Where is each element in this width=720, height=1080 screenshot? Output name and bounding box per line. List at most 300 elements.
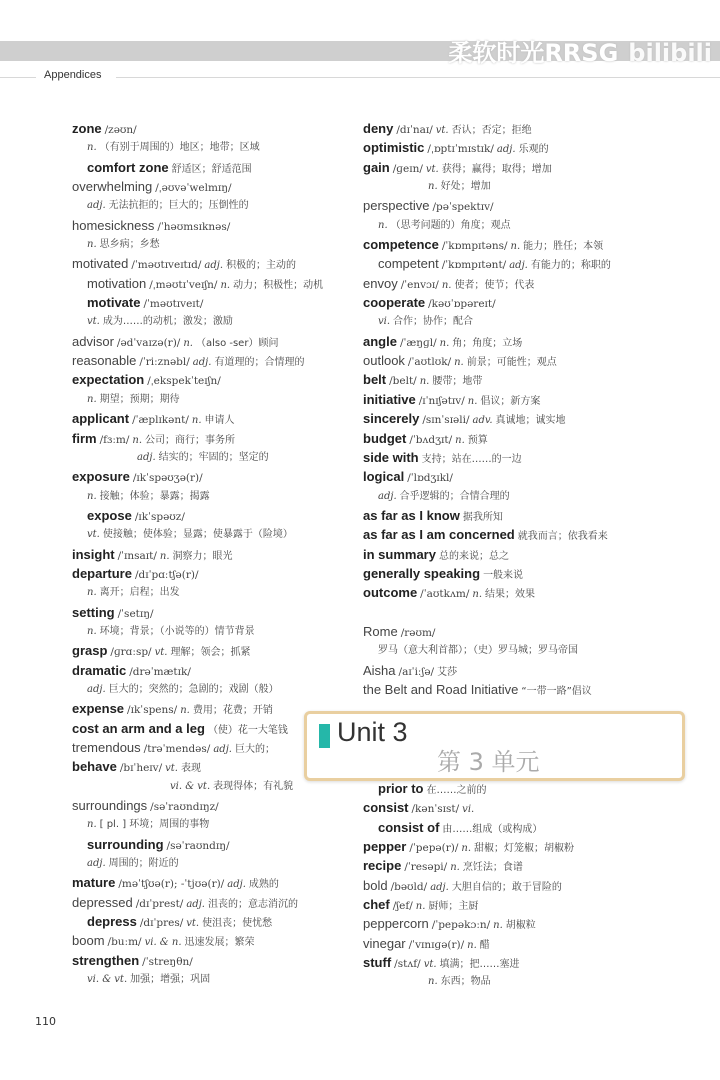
phonetic: /ˈvɪnɪɡə(r)/	[408, 938, 465, 951]
phonetic: /ˈaʊtkʌm/	[420, 588, 470, 601]
glossary-entry	[72, 893, 372, 912]
definition-line	[72, 390, 372, 409]
phonetic: /pəˈspektɪv/	[432, 201, 494, 214]
headword: comfort zone	[87, 159, 169, 175]
headword: expense	[72, 701, 125, 717]
glossary-entry	[72, 370, 372, 389]
glossary-entry	[72, 409, 372, 428]
glossary-entry	[72, 506, 372, 525]
definition-text: 艾莎	[437, 666, 458, 678]
phonetic: /ɡeɪn/	[392, 162, 423, 175]
definition-text: 大胆自信的；敢于冒险的	[451, 881, 562, 893]
glossary-entry	[72, 254, 372, 273]
glossary-entry	[363, 564, 663, 583]
headword: surroundings	[72, 798, 148, 814]
part-of-speech: adj.	[213, 744, 232, 755]
phonetic: /ˌɒptɪˈmɪstɪk/	[427, 143, 494, 156]
definition-line	[72, 583, 372, 602]
definition-text: 能力；胜任；本领	[523, 241, 604, 253]
part-of-speech: vt.	[154, 647, 168, 659]
phonetic: /ˈriːznəbl/	[139, 356, 190, 369]
part-of-speech: n.	[467, 395, 478, 407]
part-of-speech: adj.	[192, 357, 212, 369]
definition-text: 巨大的；	[234, 744, 275, 755]
phonetic: /bɪˈheɪv/	[119, 762, 163, 775]
part-of-speech: vi.	[462, 804, 475, 816]
headword: outcome	[363, 585, 418, 601]
headword: expose	[87, 507, 132, 523]
headword: boom	[72, 933, 105, 949]
phonetic: /səˈraʊndɪŋz/	[150, 801, 219, 814]
headword: consist of	[378, 819, 440, 835]
glossary-entry	[72, 796, 372, 815]
definition-line	[72, 815, 372, 834]
definition-line	[72, 622, 372, 641]
headword: tremendous	[72, 740, 141, 755]
page-number: 110	[35, 1015, 56, 1028]
phonetic: /kənˈsɪst/	[411, 803, 460, 816]
headword: outlook	[363, 353, 405, 369]
phonetic: /dɪˈpres/	[139, 917, 184, 930]
glossary-entry	[72, 216, 372, 235]
phonetic: /kəʊˈɒpəreɪt/	[428, 298, 496, 311]
glossary-entry	[72, 429, 372, 448]
definition-text: 环境；背景；（小说等的）情节背景	[99, 625, 255, 637]
definition-text: 填满；把……塞进	[439, 959, 520, 971]
part-of-speech: vi. & n.	[144, 937, 182, 949]
headword: advisor	[72, 333, 114, 349]
headword: pepper	[363, 839, 407, 855]
unit-title: Unit 3	[337, 717, 408, 747]
glossary-entry	[72, 931, 372, 950]
phonetic: /ʃef/	[392, 900, 413, 913]
headword: competent	[378, 256, 439, 272]
definition-text: 就我而言；依我看来	[517, 531, 608, 543]
definition-text: 洞察力；眼光	[172, 550, 233, 562]
part-of-speech: adj.	[87, 858, 106, 870]
headword: motivate	[87, 295, 141, 311]
glossary-entry	[72, 873, 372, 892]
headword: perspective	[363, 198, 430, 214]
glossary-entry	[72, 912, 372, 931]
phonetic: /ɡrɑːsp/	[110, 646, 152, 659]
watermark	[448, 33, 712, 68]
definition-line	[72, 448, 372, 467]
definition-text: 结实的；牢固的；坚定的	[158, 451, 269, 463]
part-of-speech: n.	[467, 939, 477, 951]
definition-text: 甜椒；灯笼椒；胡椒粉	[474, 843, 575, 855]
definition-text: 表现得体；有礼貌	[213, 780, 294, 792]
phonetic: /dɪˈpɑːtʃə(r)/	[134, 568, 199, 581]
definition-line	[72, 487, 372, 506]
glossary-entry	[363, 390, 663, 409]
headword: zone	[72, 121, 102, 136]
definition-text: 接触；体验；暴露；揭露	[99, 490, 210, 502]
definition-text: 期望；预期；期待	[99, 393, 180, 405]
phonetic: /ˈməʊtɪveɪt/	[143, 298, 204, 311]
definition-text: 厨师；主厨	[428, 901, 479, 913]
phonetic: /ˌekspekˈteɪʃn/	[147, 375, 221, 388]
glossary-entry	[363, 914, 663, 933]
definition-text: 舒适区；舒适范围	[171, 163, 252, 175]
definition-line	[72, 680, 372, 699]
definition-text: 动力；积极性；动机	[233, 279, 324, 291]
definition-line	[72, 138, 372, 157]
phonetic: /ˈstreŋθn/	[142, 955, 193, 968]
phonetic: /ədˈvaɪzə(r)/	[116, 336, 181, 349]
headword: bold	[363, 877, 388, 893]
part-of-speech: vt.	[87, 529, 100, 541]
definition-text: （思考问题的）角度；观点	[390, 219, 511, 231]
glossary-entry	[72, 177, 372, 196]
definition-text: 否认；否定；拒绝	[451, 125, 532, 136]
headword: logical	[363, 469, 405, 485]
glossary-entry	[363, 953, 663, 972]
headword: setting	[72, 604, 115, 620]
definition-text: 支持；站在……的一边	[421, 453, 522, 465]
definition-text: 有道理的；合情理的	[214, 357, 305, 369]
headword: angle	[363, 333, 397, 349]
glossary-entry	[72, 951, 372, 970]
definition-text: 一般来说	[483, 569, 524, 581]
part-of-speech: vi. & vt.	[170, 780, 211, 792]
headword: surrounding	[87, 836, 164, 852]
headword: applicant	[72, 411, 130, 427]
glossary-entry	[363, 545, 663, 564]
headword: behave	[72, 759, 117, 775]
glossary-entry	[363, 525, 663, 544]
headword: exposure	[72, 469, 130, 485]
part-of-speech: n.	[87, 142, 97, 154]
definition-text: 腰带；地带	[432, 376, 483, 388]
part-of-speech: adj.	[227, 879, 246, 891]
part-of-speech: n.	[87, 625, 97, 637]
headword: side with	[363, 449, 419, 465]
headword: mature	[72, 875, 116, 891]
phonetic: /dɪˈnaɪ/	[396, 124, 433, 136]
definition-line	[72, 970, 372, 989]
headword: in summary	[363, 546, 436, 562]
phonetic: /ˈenvɔɪ/	[400, 278, 439, 291]
part-of-speech: adv.	[472, 415, 493, 427]
definition-text: 迅速发展；繁荣	[184, 937, 255, 949]
glossary-entry	[72, 661, 372, 680]
definition-text: （使）花一大笔钱	[207, 724, 288, 736]
glossary-entry	[363, 622, 663, 641]
definition-text: 公司；商行；事务所	[145, 434, 235, 446]
phonetic: /məˈtʃʊə(r); -ˈtjʊə(r)/	[118, 878, 225, 891]
part-of-speech: n.	[428, 181, 438, 193]
definition-text: 倡议；新方案	[480, 395, 541, 407]
glossary-entry	[363, 895, 663, 914]
glossary-entry	[363, 934, 663, 953]
glossary-entry	[363, 158, 663, 177]
headword: Rome	[363, 623, 398, 639]
definition-line	[363, 312, 663, 331]
part-of-speech: adj.	[87, 683, 106, 695]
headword: reasonable	[72, 353, 137, 369]
headword: grasp	[72, 643, 108, 659]
part-of-speech: n.	[493, 920, 503, 932]
phonetic: /belt/	[389, 375, 417, 388]
glossary-entry	[363, 779, 663, 798]
phonetic: /ˈpepəkɔːn/	[431, 919, 491, 932]
headword: optimistic	[363, 140, 425, 156]
definition-text: “一带一路”倡议	[521, 685, 592, 697]
phonetic: /ɪkˈspens/	[127, 704, 178, 717]
glossary-entry	[72, 351, 372, 370]
headword: recipe	[363, 858, 402, 874]
section-header: Appendices	[44, 69, 102, 81]
part-of-speech: n.	[461, 843, 472, 855]
part-of-speech: n.	[472, 589, 483, 601]
glossary-entry	[363, 506, 663, 525]
headword: envoy	[363, 275, 398, 291]
part-of-speech: vi. & vt.	[87, 974, 128, 986]
headword: consist	[363, 800, 409, 816]
glossary-entry	[363, 818, 663, 837]
headword: belt	[363, 372, 387, 388]
glossary-entry	[72, 545, 372, 564]
part-of-speech: n.	[454, 357, 464, 369]
part-of-speech: vt.	[435, 125, 449, 136]
glossary-entry	[363, 798, 663, 817]
definition-text: 据我所知	[462, 511, 503, 523]
glossary-right-column-bottom	[363, 779, 663, 992]
glossary-entry	[363, 254, 663, 273]
phonetic: /ˈsetɪŋ/	[117, 607, 154, 620]
definition-text: 合乎逻辑的；合情合理的	[399, 490, 510, 502]
headword: departure	[72, 565, 132, 581]
phonetic: /aɪˈiːʃə/	[398, 665, 435, 678]
definition-text: 使者；使节；代表	[454, 279, 535, 291]
part-of-speech: n.	[220, 279, 231, 291]
headword: overwhelming	[72, 179, 153, 195]
headword: insight	[72, 546, 115, 562]
glossary-entry	[363, 583, 663, 602]
glossary-entry	[363, 332, 663, 351]
part-of-speech: adj.	[204, 260, 224, 272]
phonetic: /rəʊm/	[400, 626, 436, 639]
phonetic: /ɪkˈspəʊʒə(r)/	[132, 472, 203, 485]
glossary-entry	[363, 837, 663, 856]
headword: vinegar	[363, 935, 406, 951]
part-of-speech: n.	[415, 901, 426, 913]
headword: initiative	[363, 391, 416, 407]
watermark-channel: 柔软时光RRSG	[448, 39, 619, 67]
part-of-speech: adj.	[496, 144, 516, 156]
part-of-speech: vt.	[165, 763, 178, 775]
glossary-entry	[363, 138, 663, 157]
headword: competence	[363, 237, 439, 253]
definition-text: 费用；花费；开销	[192, 705, 273, 717]
headword: firm	[72, 430, 97, 446]
part-of-speech: vt.	[87, 316, 100, 328]
part-of-speech: adj.	[509, 260, 528, 272]
spacer	[363, 603, 663, 622]
phonetic: /stʌf/	[394, 958, 421, 971]
definition-text: 理解；领会；抓紧	[170, 647, 251, 659]
glossary-entry	[72, 641, 372, 660]
glossary-entry	[363, 680, 663, 699]
accent-bar	[319, 724, 330, 748]
part-of-speech: n.	[510, 241, 521, 253]
definition-text: 胡椒粒	[505, 920, 536, 932]
glossary-entry	[363, 274, 663, 293]
definition-text: 使接触；使体验；显露；使暴露于（险境）	[102, 529, 293, 541]
definition-text: 思乡病；乡愁	[99, 239, 160, 251]
phonetic: /ˈæŋɡl/	[399, 336, 437, 349]
bilibili-logo: bilibili	[628, 39, 712, 67]
headword: sincerely	[363, 411, 420, 427]
phonetic: /ˈhəʊmsɪknəs/	[157, 220, 231, 233]
definition-text: 无法抗拒的；巨大的；压倒性的	[108, 200, 249, 212]
phonetic: /trəˈmendəs/	[143, 743, 211, 755]
headword: depressed	[72, 894, 133, 910]
headword: budget	[363, 430, 407, 446]
glossary-entry	[363, 856, 663, 875]
glossary-entry	[363, 876, 663, 895]
glossary-entry	[363, 119, 663, 138]
definition-text: 加强；增强；巩固	[130, 974, 211, 986]
glossary-entry	[72, 564, 372, 583]
definition-text: 东西；物品	[440, 976, 491, 988]
phonetic: /ˈkɒmpɪtənt/	[441, 259, 507, 272]
phonetic: /ˌməʊtɪˈveɪʃn/	[149, 278, 218, 291]
definition-text: 乐观的	[518, 144, 549, 156]
glossary-entry	[363, 235, 663, 254]
headword: as far as I am concerned	[363, 527, 515, 543]
headword: expectation	[72, 372, 145, 388]
definition-text: （also -ser）顾问	[195, 337, 279, 349]
phonetic: /ˈkɒmpɪtəns/	[441, 240, 508, 253]
headword: generally speaking	[363, 565, 481, 581]
headword: dramatic	[72, 662, 127, 678]
definition-line	[72, 525, 372, 544]
unit-title-popup	[304, 711, 685, 781]
definition-text: 获得；赢得；取得；增加	[441, 163, 552, 175]
part-of-speech: n.	[87, 239, 97, 251]
glossary-entry	[363, 661, 663, 680]
definition-line	[72, 854, 372, 873]
definition-text: 醋	[479, 939, 490, 951]
glossary-entry	[363, 409, 663, 428]
part-of-speech: n.	[180, 705, 190, 717]
glossary-entry	[72, 835, 372, 854]
part-of-speech: adj.	[378, 490, 397, 502]
definition-text: 有能力的；称职的	[530, 260, 611, 272]
headword: cooperate	[363, 295, 426, 311]
definition-text: 成熟的	[248, 879, 279, 891]
phonetic: /dɪˈprest/	[135, 897, 184, 910]
definition-text: 使沮丧；使忧愁	[202, 918, 273, 930]
definition-text: 合作；协作；配合	[393, 316, 474, 328]
definition-text: 角；角度；立场	[452, 337, 523, 349]
phonetic: /sɪnˈsɪəli/	[422, 414, 470, 427]
definition-line	[363, 216, 663, 235]
definition-text: 真诚地；诚实地	[495, 415, 566, 427]
glossary-entry	[72, 119, 372, 138]
part-of-speech: n.	[159, 550, 170, 562]
definition-text: 申请人	[204, 415, 235, 427]
phonetic: /ˈməʊtɪveɪtɪd/	[131, 259, 202, 272]
glossary-entry	[363, 467, 663, 486]
definition-text: 前景；可能性；观点	[466, 357, 557, 369]
header-rule-right	[116, 77, 720, 78]
definition-text: 罗马（意大利首都）；（史）罗马城；罗马帝国	[378, 645, 578, 657]
headword: motivation	[87, 275, 147, 291]
definition-text: 积极的；主动的	[226, 260, 297, 272]
part-of-speech: n.	[455, 434, 465, 446]
glossary-entry	[72, 467, 372, 486]
phonetic: /ˈbʌdʒɪt/	[409, 433, 453, 446]
headword: gain	[363, 159, 390, 175]
definition-text: 表现	[180, 763, 201, 775]
headword: homesickness	[72, 217, 155, 233]
definition-text: [ pl. ] 环境；周围的事物	[99, 819, 210, 831]
definition-line	[363, 177, 663, 196]
definition-text: （有别于周围的）地区；地带；区域	[99, 142, 260, 154]
definition-text: 好处；增加	[440, 181, 491, 193]
part-of-speech: n.	[87, 587, 97, 599]
headword: the Belt and Road Initiative	[363, 681, 519, 697]
definition-text: 沮丧的；意志消沉的	[207, 898, 298, 910]
part-of-speech: adj.	[430, 881, 449, 893]
definition-text: 预算	[467, 434, 488, 446]
part-of-speech: vi.	[378, 316, 391, 328]
definition-text: 巨大的；突然的；急剧的；戏剧（般）	[108, 683, 279, 695]
part-of-speech: adj.	[137, 451, 156, 463]
phonetic: /ˈæplɪkənt/	[132, 414, 189, 427]
phonetic: /ɪˈnɪʃətɪv/	[418, 394, 465, 407]
definition-line	[363, 641, 663, 660]
phonetic: /drəˈmætɪk/	[129, 665, 191, 678]
glossary-entry	[363, 370, 663, 389]
phonetic: /ˈresəpi/	[404, 861, 448, 874]
headword: stuff	[363, 955, 392, 971]
phonetic: /ˈpepə(r)/	[409, 842, 459, 855]
phonetic: /ˈlɒdʒɪkl/	[407, 472, 453, 485]
part-of-speech: n.	[428, 976, 438, 988]
part-of-speech: adj.	[186, 898, 205, 910]
glossary-entry	[363, 293, 663, 312]
headword: motivated	[72, 256, 129, 272]
headword: cost an arm and a leg	[72, 720, 205, 736]
definition-line	[72, 235, 372, 254]
glossary-entry	[363, 429, 663, 448]
glossary-entry	[363, 351, 663, 370]
definition-text: 离开；启程；出发	[99, 587, 180, 599]
phonetic: /ɪkˈspəʊz/	[134, 510, 185, 523]
phonetic: /ˌəʊvəˈwelmɪŋ/	[155, 182, 232, 195]
definition-text: 由……组成（或构成）	[442, 823, 543, 835]
phonetic: /ˈɪnsaɪt/	[117, 549, 157, 562]
part-of-speech: vt.	[186, 918, 200, 930]
glossary-left-column	[72, 119, 372, 989]
headword: as far as I know	[363, 507, 460, 523]
headword: strengthen	[72, 952, 140, 968]
glossary-right-column-top	[363, 119, 663, 697]
phonetic: /buːm/	[107, 936, 142, 949]
headword: Aisha	[363, 662, 396, 678]
glossary-entry	[72, 293, 372, 312]
headword: prior to	[378, 781, 424, 796]
definition-line	[363, 972, 663, 991]
part-of-speech: n.	[87, 819, 97, 831]
part-of-speech: n.	[441, 279, 452, 291]
phonetic: /zəʊn/	[104, 124, 137, 136]
part-of-speech: n.	[132, 434, 142, 446]
